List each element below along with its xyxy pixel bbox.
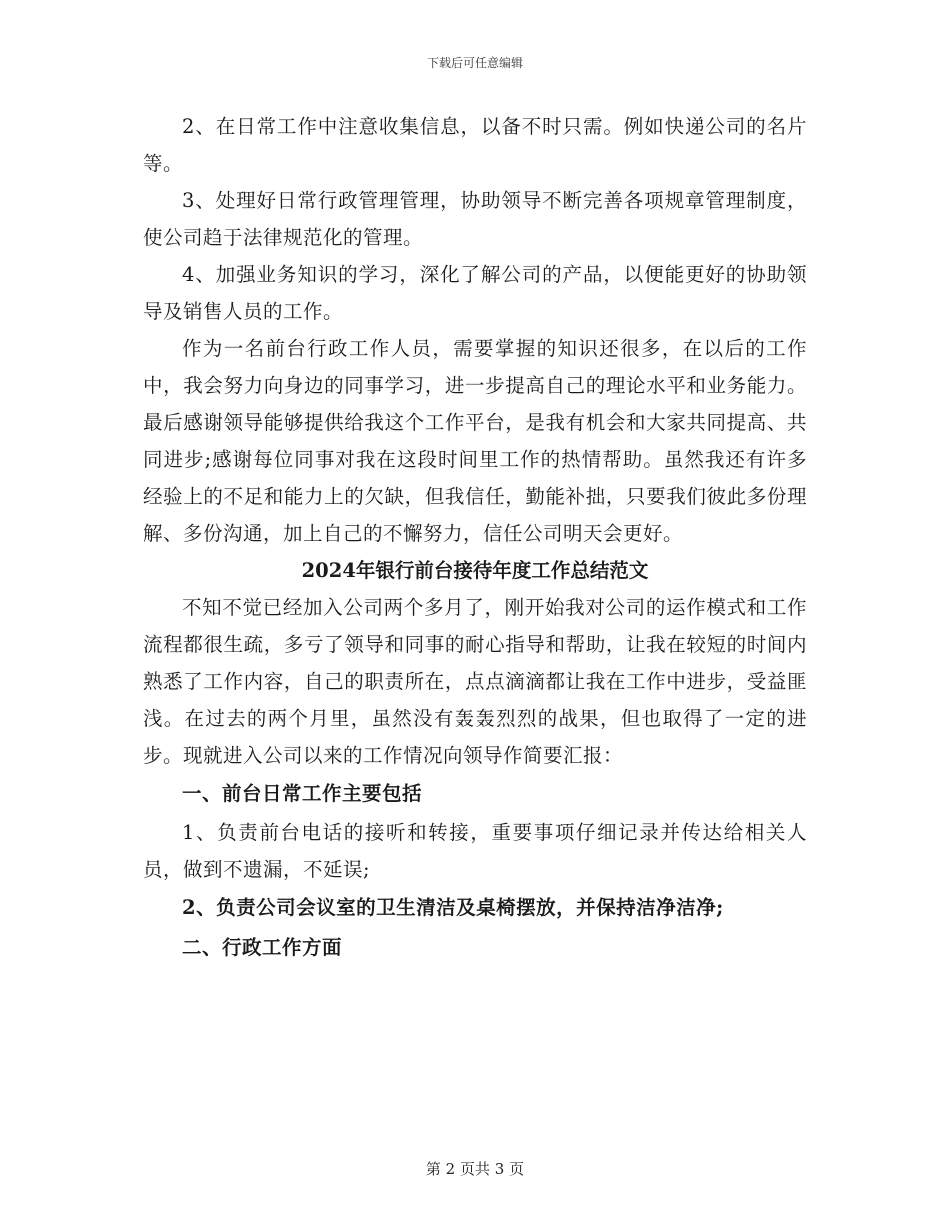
paragraph: 2、在日常工作中注意收集信息，以备不时只需。例如快递公司的名片等。 — [143, 115, 807, 175]
paragraph: 不知不觉已经加入公司两个多月了，刚开始我对公司的运作模式和工作流程都很生疏，多亏了领导和同事的耐心指导和帮助，让我在较短的时间内熟悉了工作内容，自己的职责所在，点点滴滴都让我在工作中进步，受益匪浅。在过去的两个月里，虽然没有轰轰烈烈的战果，但也取得了一定的进步。现就进入公司以来的工作情况向领导作简要汇报： — [143, 596, 807, 767]
list-item-bold: 2、负责公司会议室的卫生清洁及桌椅摆放，并保持洁净洁净; — [182, 896, 724, 919]
page-header: 下载后可任意编辑 — [426, 56, 523, 70]
paragraph: 作为一名前台行政工作人员，需要掌握的知识还很多，在以后的工作中，我会努力向身边的同事学习，进一步提高自己的理论水平和业务能力。最后感谢领导能够提供给我这个工作平台，是我有机会和大家共同提高、共同进步;感谢每位同事对我在这段时间里工作的热情帮助。虽然我还有许多经验上的不足和能力上的欠缺，但我信任，勤能补拙，只要我们彼此多份理解、多份沟通，加上自己的不懈努力，信任公司明天会更好。 — [143, 337, 807, 545]
list-item: 1、负责前台电话的接听和转接，重要事项仔细记录并传达给相关人员，做到不遗漏，不延误; — [143, 821, 807, 881]
paragraph: 3、处理好日常行政管理管理，协助领导不断完善各项规章管理制度，使公司趋于法律规范化的管理。 — [143, 189, 807, 249]
paragraph: 4、加强业务知识的学习，深化了解公司的产品，以便能更好的协助领导及销售人员的工作。 — [143, 263, 807, 323]
page-footer: 第 2 页共 3 页 — [425, 1160, 525, 1178]
document-body — [143, 108, 807, 968]
section-title: 2024年银行前台接待年度工作总结范文 — [301, 559, 649, 582]
heading-daily-work: 一、前台日常工作主要包括 — [182, 782, 423, 805]
heading-admin-work: 二、行政工作方面 — [182, 936, 343, 959]
